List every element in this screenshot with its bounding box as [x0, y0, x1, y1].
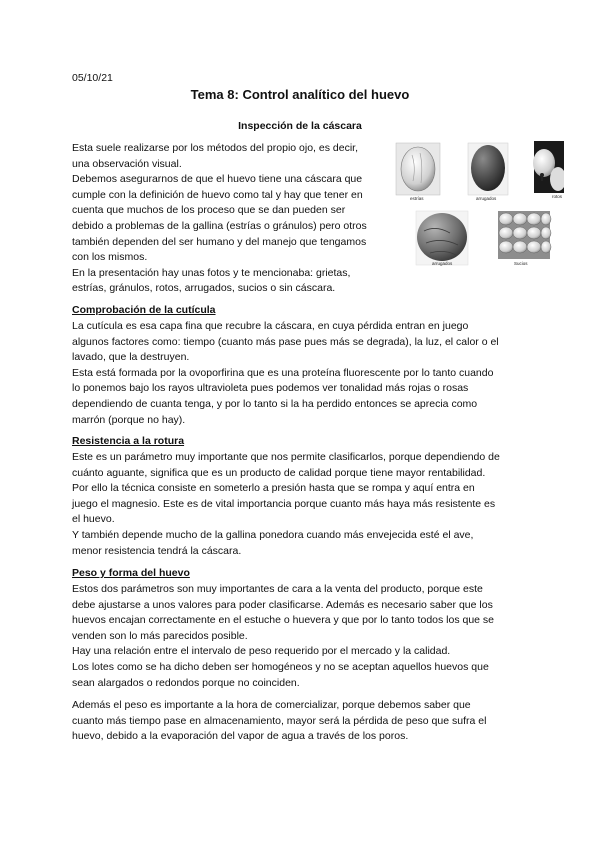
text-line: Por ello la técnica consiste en someterlo a presión hasta que se rompa y aquí entra en: [72, 482, 475, 495]
text-line: cuanto más tiempo pase en almacenamiento, mayor será la pérdida de peso que sufra el: [72, 714, 487, 727]
intro-line: En la presentación hay unas fotos y te mencionaba: grietas,: [72, 266, 351, 279]
heading-resistencia: Resistencia a la rotura: [72, 435, 185, 447]
text-line: sean alargados o redondos porque no coinciden.: [72, 676, 300, 689]
heading-peso-forma: Peso y forma del huevo: [72, 567, 190, 579]
egg-defects-figure: [392, 141, 564, 269]
caption-estrias: estrías: [410, 196, 424, 201]
intro-line: Esta suele realizarse por los métodos del propio ojo, es decir,: [72, 142, 358, 154]
text-line: Estos dos parámetros son muy importantes de cara a la venta del producto, porque este: [72, 583, 483, 595]
text-line: Y también depende mucho de la gallina ponedora cuando más envejecida esté el ave,: [72, 528, 474, 541]
intro-paragraph: [72, 141, 377, 297]
intro-line: estrías, gránulos, rotos, arrugados, sucios o sin cáscara.: [72, 282, 336, 295]
text-line: huevos encajan correctamente en el estuche o huevera y que por lo tanto todos los que se: [72, 614, 495, 627]
text-line: Este es un parámetro muy importante que nos permite clasificarlos, porque dependiendo de: [72, 451, 500, 463]
intro-line: una observación visual.: [72, 157, 182, 170]
text-line: huevo, debido a la evaporación del vapor de agua a través de los poros.: [72, 730, 409, 743]
intro-line: Debemos asegurarnos de que el huevo tiene una cáscara que: [72, 173, 363, 186]
page-title: Tema 8: Control analítico del huevo: [190, 87, 410, 102]
intro-line: debido a problemas de la gallina (estrías o gránulos) pero otros: [72, 219, 367, 232]
heading-cuticula: Comprobación de la cutícula: [72, 304, 216, 316]
text-line: venden son lo más parecidos posible.: [72, 629, 248, 642]
text-line: cuánto aguante, significa que es un producto de calidad porque tiene mayor rentabilidad.: [72, 466, 486, 479]
text-line: debe ajustarse a unos valores para poder clasificarse. Además es necesario saber que los: [72, 598, 493, 611]
text-line: Esta está formada por la ovoporfirina que es una proteína fluorescente por lo tanto cuando: [72, 366, 494, 379]
text-line: Además el peso es importante a la hora de comercializar, porque debemos saber que: [72, 699, 471, 711]
caption-rotos: rotos: [552, 194, 563, 199]
section-title: Inspección de la cáscara: [238, 120, 362, 132]
paragraph-cuticula: [72, 319, 532, 428]
text-line: marrón (porque no hay).: [72, 413, 186, 426]
text-line: lavado, que la destruyen.: [72, 351, 190, 364]
caption-sucios: Sucios: [514, 261, 528, 266]
intro-line: también dependen del ser humano y del manejo que tengamos: [72, 235, 367, 248]
text-line: menor resistencia tendrá la cáscara.: [72, 544, 242, 557]
caption-arrugados-2: arrugados: [432, 261, 453, 266]
text-line: algunos factores como: tiempo (cuanto más pase pues más se degrada), la luz, el calor o el: [72, 335, 499, 348]
egg-photos-illustration: [392, 141, 564, 269]
intro-line: cuenta que muchos de los proceso que se dan pueden ser: [72, 204, 346, 217]
intro-line: cumple con la definición de huevo como tal y hay que tener en: [72, 188, 363, 201]
text-line: juego el magnesio. Este es de vital importancia porque cuanto más haya más resistente es: [72, 497, 496, 510]
text-line: Los lotes como se ha dicho deben ser homogéneos y no se aceptan aquellos huevos que: [72, 660, 489, 673]
text-line: La cutícula es esa capa fina que recubre la cáscara, en cuya pérdida entran en juego: [72, 320, 469, 332]
paragraph-resistencia: [72, 450, 532, 559]
intro-line: con los mismos.: [72, 251, 148, 264]
document-date: 05/10/21: [72, 72, 113, 84]
text-line: el huevo.: [72, 513, 115, 526]
text-line: dependiendo de cuanta tenga, y por lo tanto si la ha perdido entonces se aprecia como: [72, 397, 478, 410]
paragraph-peso-forma: [72, 582, 532, 691]
text-line: lo ponemos bajo los rayos ultravioleta pues podemos ver tonalidad más rojas o rosas: [72, 382, 469, 395]
caption-arrugados: arrugados: [476, 196, 497, 201]
text-line: Hay una relación entre el intervalo de peso requerido por el mercado y la calidad.: [72, 645, 451, 658]
paragraph-closing: [72, 698, 532, 745]
